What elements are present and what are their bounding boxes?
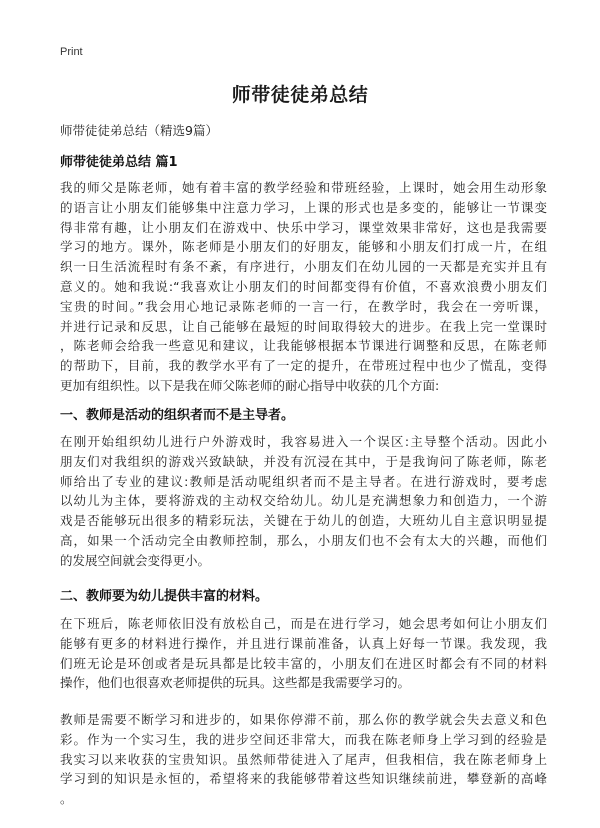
paragraph-line: 学习到的知识是永恒的，希望将来的我能够带着这些知识继续前进，攀登新的高峰 xyxy=(60,771,547,787)
paragraph-line: 教师是需要不断学习和进步的，如果你停滞不前，那么你的教学就会失去意义和色 xyxy=(60,712,547,727)
paragraph-line: ，陈老师会给我一些意见和建议，让我能够根据本节课进行调整和反思，在陈老师 xyxy=(60,338,547,354)
paragraph-line: 织一日生活流程时有条不紊，有序进行，小朋友们在幼儿园的一天都是充实并且有 xyxy=(60,259,547,275)
paragraph-line: 在刚开始组织幼儿进行户外游戏时，我容易进入一个误区:主导整个活动。因此小 xyxy=(60,434,547,449)
paragraph-line: 以幼儿为主体，要将游戏的主动权交给幼儿。幼儿是充满想象力和创造力，一个游 xyxy=(60,493,547,509)
paragraph-line: 得非常有趣，让小朋友们在游戏中、快乐中学习，课堂效果非常好，这也是我需要 xyxy=(60,219,547,235)
document-subtitle: 师带徒徒弟总结（精选9篇） xyxy=(60,123,218,138)
paragraph-line: 的帮助下，目前，我的教学水平有了一定的提升，在带班过程中也少了慌乱，变得 xyxy=(60,358,547,374)
paragraph-line: 彩。作为一个实习生，我的进步空间还非常大，而我在陈老师身上学习到的经验是 xyxy=(60,731,547,747)
paragraph-line: 能够有更多的材料进行操作，并且进行课前准备，认真上好每一节课。我发现，我 xyxy=(60,635,547,651)
section-2-paragraph xyxy=(60,614,547,693)
paragraph-line: 戏是否能够玩出很多的精彩玩法，关键在于幼儿的创造，大班幼儿自主意识明显提 xyxy=(60,513,547,529)
paragraph-line: 们班无论是环创或者是玩具都是比较丰富的，小朋友们在进区时都会有不同的材料 xyxy=(60,655,547,671)
paragraph-line: 。 xyxy=(60,791,73,807)
section-1-paragraph xyxy=(60,432,547,571)
paragraph-line: 的语言让小朋友们能够集中注意力学习，上课的形式也是多变的，能够让一节课变 xyxy=(60,199,547,215)
paragraph-line: 更加有组织性。以下是我在师父陈老师的耐心指导中收获的几个方面: xyxy=(60,377,440,393)
paragraph-line: 师给出了专业的建议:教师是活动呢组织者而不是主导者。在进行游戏时，要考虑 xyxy=(60,473,547,489)
paragraph-line: 我的师父是陈老师，她有着丰富的教学经验和带班经验，上课时，她会用生动形象 xyxy=(60,180,547,195)
paragraph-line: 操作，他们也很喜欢老师提供的玩具。这些都是我需要学习的。 xyxy=(60,675,411,691)
article-heading: 师带徒徒弟总结 篇1 xyxy=(60,155,178,170)
section-heading-2: 二、教师要为幼儿提供丰富的材料。 xyxy=(60,589,269,604)
print-link[interactable]: Print xyxy=(60,46,83,58)
paragraph-line: 的发展空间就会变得更小。 xyxy=(60,552,211,568)
paragraph-line: 学习的地方。课外，陈老师是小朋友们的好朋友，能够和小朋友们打成一片，在组 xyxy=(60,239,547,255)
intro-paragraph xyxy=(60,178,547,396)
paragraph-line: 在下班后，陈老师依旧没有放松自己，而是在进行学习，她会思考如何让小朋友们 xyxy=(60,616,547,631)
section-heading-1: 一、教师是活动的组织者而不是主导者。 xyxy=(60,408,295,423)
paragraph-line: 意义的。她和我说:“我喜欢让小朋友们的时间都变得有价值，不喜欢浪费小朋友们 xyxy=(60,278,547,294)
paragraph-line: 朋友们对我组织的游戏兴致缺缺，并没有沉浸在其中，于是我询问了陈老师，陈老 xyxy=(60,453,547,469)
paragraph-line: 并进行记录和反思，让自己能够在最短的时间取得较大的进步。在我上完一堂课时 xyxy=(60,318,547,334)
paragraph-line: 宝贵的时间。”我会用心地记录陈老师的一言一行，在教学时，我会在一旁听课， xyxy=(60,298,547,314)
closing-paragraph xyxy=(60,710,547,809)
page-title: 师带徒徒弟总结 xyxy=(231,84,369,106)
paragraph-line: 高，如果一个活动完全由教师控制，那么，小朋友们也不会有太大的兴趣，而他们 xyxy=(60,532,547,548)
paragraph-line: 我实习以来收获的宝贵知识。虽然师带徒进入了尾声，但我相信，我在陈老师身上 xyxy=(60,751,547,767)
